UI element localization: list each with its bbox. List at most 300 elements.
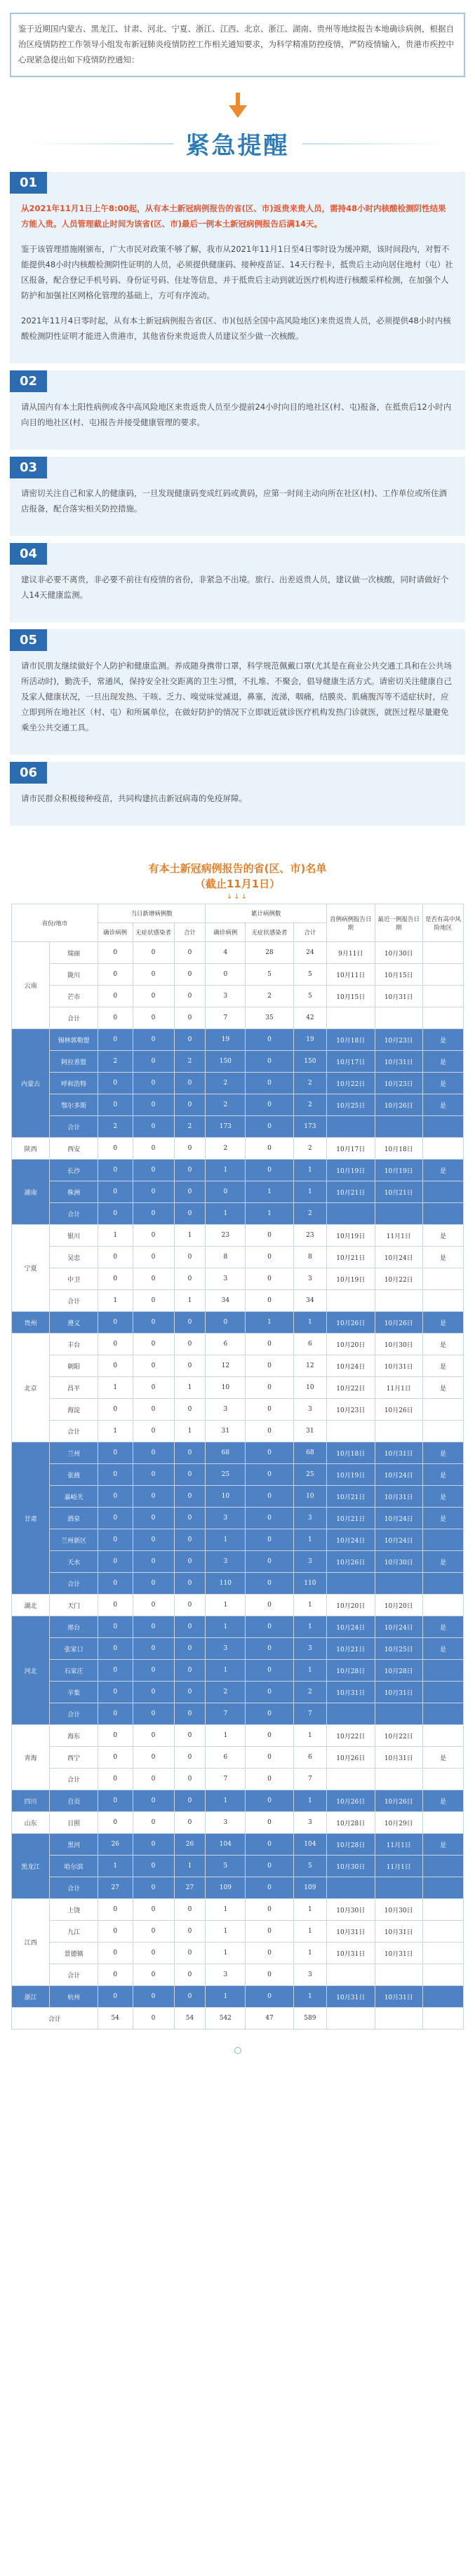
province-cell: 湖北 xyxy=(12,1595,50,1616)
cases-table xyxy=(11,904,464,2030)
first-cell: 10月26日 xyxy=(326,1312,375,1334)
table-row xyxy=(12,1812,464,1834)
count-cell: 0 xyxy=(133,1486,174,1508)
count-cell: 0 xyxy=(133,1312,174,1334)
subheader: 合计 xyxy=(174,923,206,942)
count-cell: 0 xyxy=(174,1508,206,1529)
count-cell: 0 xyxy=(174,1747,206,1769)
count-cell: 0 xyxy=(133,1551,174,1573)
footer xyxy=(0,2030,475,2072)
table-row xyxy=(12,1268,464,1290)
first-cell xyxy=(326,1703,375,1725)
city-cell: 哈尔滨 xyxy=(50,1856,98,1877)
city-cell: 黑河 xyxy=(50,1834,98,1856)
count-cell: 1 xyxy=(174,1290,206,1312)
risk-cell xyxy=(423,986,464,1007)
count-cell: 0 xyxy=(98,1769,133,1790)
count-cell: 0 xyxy=(98,1682,133,1703)
count-cell: 0 xyxy=(98,1660,133,1682)
count-cell: 1 xyxy=(98,1856,133,1877)
first-cell xyxy=(326,1007,375,1029)
risk-cell: 是 xyxy=(423,1355,464,1377)
last-cell: 10月28日 xyxy=(375,1660,423,1682)
first-cell: 10月22日 xyxy=(326,1377,375,1399)
count-cell: 0 xyxy=(98,1943,133,1964)
city-cell: 天水 xyxy=(50,1551,98,1573)
risk-cell: 是 xyxy=(423,1160,464,1181)
count-cell: 104 xyxy=(293,1834,326,1856)
last-cell: 10月30日 xyxy=(375,1551,423,1573)
count-cell: 1 xyxy=(293,1986,326,2008)
subheader: 确诊病例 xyxy=(206,923,246,942)
notice-section xyxy=(10,457,465,536)
last-cell: 10月30日 xyxy=(375,1334,423,1355)
last-cell xyxy=(375,2008,423,2030)
first-cell: 10月21日 xyxy=(326,1181,375,1203)
count-cell: 0 xyxy=(246,1660,294,1682)
count-cell: 1 xyxy=(246,1181,294,1203)
count-cell: 0 xyxy=(246,1921,294,1943)
city-cell: 合计 xyxy=(50,1877,98,1899)
count-cell: 1 xyxy=(293,1725,326,1747)
province-cell: 青海 xyxy=(12,1725,50,1790)
count-cell: 42 xyxy=(293,1007,326,1029)
count-cell: 35 xyxy=(246,1007,294,1029)
count-cell: 19 xyxy=(293,1029,326,1051)
count-cell: 2 xyxy=(174,1116,206,1138)
count-cell: 0 xyxy=(98,1007,133,1029)
table-row xyxy=(12,1595,464,1616)
count-cell: 3 xyxy=(206,1551,246,1573)
city-cell: 合计 xyxy=(50,1421,98,1442)
count-cell: 0 xyxy=(133,1508,174,1529)
count-cell: 0 xyxy=(98,1638,133,1660)
count-cell: 3 xyxy=(293,1399,326,1421)
count-cell: 0 xyxy=(246,1834,294,1856)
count-cell: 0 xyxy=(174,986,206,1007)
last-cell: 10月31日 xyxy=(375,1355,423,1377)
subheader: 无症状感染者 xyxy=(133,923,174,942)
table-row xyxy=(12,1551,464,1573)
first-cell xyxy=(326,1116,375,1138)
first-cell xyxy=(326,1421,375,1442)
first-cell: 10月26日 xyxy=(326,1790,375,1812)
first-cell: 10月23日 xyxy=(326,1399,375,1421)
count-cell: 5 xyxy=(293,1856,326,1877)
risk-cell: 是 xyxy=(423,1834,464,1856)
count-cell: 0 xyxy=(174,1399,206,1421)
count-cell: 8 xyxy=(206,1247,246,1268)
count-cell: 0 xyxy=(133,1377,174,1399)
first-cell: 10月22日 xyxy=(326,1725,375,1747)
risk-cell: 是 xyxy=(423,1073,464,1094)
count-cell: 1 xyxy=(293,1943,326,1964)
count-cell: 24 xyxy=(293,942,326,964)
count-cell: 2 xyxy=(293,1203,326,1225)
province-cell: 山东 xyxy=(12,1812,50,1834)
last-cell: 10月26日 xyxy=(375,1399,423,1421)
count-cell: 3 xyxy=(206,986,246,1007)
section-paragraph: 建议非必要不离贵，非必要不前往有疫情的省份，非紧急不出境。旅行、出差返贵人员，建议做一次核酸，同时请做好个人14天健康监测。 xyxy=(21,575,449,600)
count-cell: 173 xyxy=(293,1116,326,1138)
first-cell: 10月25日 xyxy=(326,1094,375,1116)
risk-cell xyxy=(423,1769,464,1790)
city-cell: 兰州新区 xyxy=(50,1529,98,1551)
count-cell: 5 xyxy=(206,1856,246,1877)
count-cell: 150 xyxy=(206,1051,246,1073)
count-cell: 0 xyxy=(246,1899,294,1921)
notice-section xyxy=(10,370,465,450)
province-cell: 甘肃 xyxy=(12,1442,50,1595)
count-cell: 8 xyxy=(293,1247,326,1268)
count-cell: 110 xyxy=(206,1573,246,1595)
risk-cell xyxy=(423,1943,464,1964)
footer-dot-icon xyxy=(234,2047,241,2054)
city-cell: 合计 xyxy=(50,1703,98,1725)
count-cell: 12 xyxy=(206,1355,246,1377)
section-paragraph: 请市民群众积极接种疫苗，共同构建抗击新冠病毒的免疫屏障。 xyxy=(21,793,247,803)
first-cell: 10月30日 xyxy=(326,1899,375,1921)
last-cell: 11月1日 xyxy=(375,1856,423,1877)
risk-cell xyxy=(423,1181,464,1203)
city-cell: 邢台 xyxy=(50,1616,98,1638)
count-cell: 0 xyxy=(133,1856,174,1877)
notice-section xyxy=(10,543,465,622)
first-cell: 9月11日 xyxy=(326,942,375,964)
risk-cell xyxy=(423,1399,464,1421)
first-cell: 10月28日 xyxy=(326,1834,375,1856)
count-cell: 6 xyxy=(206,1747,246,1769)
count-cell: 0 xyxy=(174,1529,206,1551)
table-row xyxy=(12,1073,464,1094)
risk-cell xyxy=(423,942,464,964)
count-cell: 0 xyxy=(174,1616,206,1638)
risk-cell xyxy=(423,1116,464,1138)
risk-cell: 是 xyxy=(423,1225,464,1247)
count-cell: 0 xyxy=(98,1595,133,1616)
count-cell: 0 xyxy=(246,1943,294,1964)
risk-cell xyxy=(423,1986,464,2008)
count-cell: 0 xyxy=(174,1442,206,1464)
count-cell: 0 xyxy=(246,1856,294,1877)
count-cell: 0 xyxy=(174,1682,206,1703)
count-cell: 0 xyxy=(98,1508,133,1529)
last-cell: 10月21日 xyxy=(375,1181,423,1203)
city-cell: 自贡 xyxy=(50,1790,98,1812)
first-cell: 10月31日 xyxy=(326,1986,375,2008)
count-cell: 0 xyxy=(98,942,133,964)
first-cell xyxy=(326,1877,375,1899)
city-cell: 辛集 xyxy=(50,1682,98,1703)
count-cell: 2 xyxy=(246,986,294,1007)
count-cell: 0 xyxy=(98,1181,133,1203)
notice-section xyxy=(10,629,465,755)
province-cell: 四川 xyxy=(12,1790,50,1812)
count-cell: 0 xyxy=(174,1203,206,1225)
count-cell: 0 xyxy=(133,1073,174,1094)
risk-cell xyxy=(423,2008,464,2030)
table-row xyxy=(12,1203,464,1225)
count-cell: 0 xyxy=(133,1899,174,1921)
table-row xyxy=(12,1790,464,1812)
count-cell: 0 xyxy=(206,1312,246,1334)
first-cell: 10月21日 xyxy=(326,1247,375,1268)
section-paragraph: 从2021年11月1日上午8:00起，从有本土新冠病例报告的省(区、市)返贵来贵人员，需持48小时内核酸检测阴性结果方能入贵。人员管理截止时间为该省(区、市)最后一例本土新冠病例报告后满14天。 xyxy=(21,203,446,229)
count-cell: 0 xyxy=(174,942,206,964)
table-row xyxy=(12,1377,464,1399)
risk-cell xyxy=(423,1964,464,1986)
count-cell: 26 xyxy=(174,1834,206,1856)
last-cell: 10月20日 xyxy=(375,1595,423,1616)
header-group-cumulative: 累计病例数 xyxy=(206,904,327,923)
count-cell: 0 xyxy=(98,1268,133,1290)
count-cell: 54 xyxy=(98,2008,133,2030)
count-cell: 1 xyxy=(98,1421,133,1442)
count-cell: 1 xyxy=(293,1595,326,1616)
count-cell: 0 xyxy=(98,1160,133,1181)
main-title-bar xyxy=(28,126,447,161)
risk-cell xyxy=(423,1703,464,1725)
count-cell: 0 xyxy=(206,1181,246,1203)
count-cell: 1 xyxy=(206,1986,246,2008)
count-cell: 0 xyxy=(133,1094,174,1116)
table-row xyxy=(12,964,464,986)
table-row xyxy=(12,1007,464,1029)
risk-cell xyxy=(423,1138,464,1160)
risk-cell: 是 xyxy=(423,1747,464,1769)
last-cell: 10月30日 xyxy=(375,1899,423,1921)
count-cell: 0 xyxy=(174,1007,206,1029)
table-row xyxy=(12,1464,464,1486)
risk-cell xyxy=(423,964,464,986)
count-cell: 0 xyxy=(174,1464,206,1486)
count-cell: 0 xyxy=(98,1029,133,1051)
last-cell: 10月24日 xyxy=(375,1508,423,1529)
count-cell: 10 xyxy=(293,1377,326,1399)
count-cell: 0 xyxy=(246,1464,294,1486)
count-cell: 0 xyxy=(98,1073,133,1094)
count-cell: 27 xyxy=(174,1877,206,1899)
province-cell: 云南 xyxy=(12,942,50,1029)
table-row xyxy=(12,1986,464,2008)
city-cell: 酒泉 xyxy=(50,1508,98,1529)
table-row xyxy=(12,1747,464,1769)
count-cell: 28 xyxy=(246,942,294,964)
count-cell: 0 xyxy=(246,1290,294,1312)
city-cell: 景德镇 xyxy=(50,1943,98,1964)
last-cell: 10月31日 xyxy=(375,1442,423,1464)
section-number-badge: 01 xyxy=(10,172,47,194)
city-cell: 瑞丽 xyxy=(50,942,98,964)
count-cell: 1 xyxy=(293,1660,326,1682)
down-arrow-icon xyxy=(0,93,475,119)
section-number-badge: 02 xyxy=(10,370,47,392)
count-cell: 1 xyxy=(174,1377,206,1399)
risk-cell: 是 xyxy=(423,1442,464,1464)
first-cell: 10月18日 xyxy=(326,1029,375,1051)
count-cell: 6 xyxy=(293,1747,326,1769)
city-cell: 中卫 xyxy=(50,1268,98,1290)
count-cell: 0 xyxy=(98,1334,133,1355)
count-cell: 0 xyxy=(246,1964,294,1986)
last-cell: 11月1日 xyxy=(375,1377,423,1399)
last-cell: 10月24日 xyxy=(375,1247,423,1268)
last-cell xyxy=(375,1769,423,1790)
count-cell: 5 xyxy=(293,964,326,986)
count-cell: 0 xyxy=(174,1638,206,1660)
count-cell: 0 xyxy=(98,1247,133,1268)
last-cell xyxy=(375,1421,423,1442)
count-cell: 0 xyxy=(133,1660,174,1682)
count-cell: 0 xyxy=(174,1486,206,1508)
section-number-badge: 06 xyxy=(10,762,47,784)
section-number-badge: 03 xyxy=(10,457,47,478)
city-cell: 陇川 xyxy=(50,964,98,986)
count-cell: 3 xyxy=(206,1964,246,1986)
count-cell: 0 xyxy=(174,1181,206,1203)
last-cell: 10月23日 xyxy=(375,1029,423,1051)
count-cell: 26 xyxy=(98,1834,133,1856)
city-cell: 上饶 xyxy=(50,1899,98,1921)
count-cell: 0 xyxy=(246,1094,294,1116)
count-cell: 0 xyxy=(246,1399,294,1421)
count-cell: 0 xyxy=(98,1312,133,1334)
first-cell xyxy=(326,1573,375,1595)
table-row xyxy=(12,1442,464,1464)
section-paragraph: 请从国内有本土阳性病例或各中高风险地区来贵返贵人员至少提前24小时向目的地社区(村、屯)报备，在抵贵后12小时内向目的地社区(村、屯)报告并接受健康管理的要求。 xyxy=(21,402,452,427)
last-cell: 10月26日 xyxy=(375,1790,423,1812)
count-cell: 2 xyxy=(206,1682,246,1703)
count-cell: 1 xyxy=(206,1921,246,1943)
count-cell: 0 xyxy=(98,1551,133,1573)
count-cell: 0 xyxy=(98,1921,133,1943)
count-cell: 0 xyxy=(246,1812,294,1834)
count-cell: 104 xyxy=(206,1834,246,1856)
count-cell: 0 xyxy=(246,1268,294,1290)
count-cell: 0 xyxy=(98,964,133,986)
header-high-risk: 是否有高中风险地区 xyxy=(423,904,464,942)
count-cell: 6 xyxy=(293,1334,326,1355)
count-cell: 10 xyxy=(206,1486,246,1508)
count-cell: 7 xyxy=(293,1769,326,1790)
count-cell: 0 xyxy=(98,1464,133,1486)
count-cell: 0 xyxy=(98,1747,133,1769)
first-cell: 10月28日 xyxy=(326,1812,375,1834)
first-cell: 10月20日 xyxy=(326,1595,375,1616)
risk-cell xyxy=(423,1007,464,1029)
count-cell: 1 xyxy=(206,1660,246,1682)
city-cell: 合计 xyxy=(50,1007,98,1029)
first-cell xyxy=(326,1290,375,1312)
count-cell: 0 xyxy=(174,1160,206,1181)
risk-cell xyxy=(423,1921,464,1943)
risk-cell: 是 xyxy=(423,1051,464,1073)
city-cell: 海东 xyxy=(50,1725,98,1747)
first-cell: 10月31日 xyxy=(326,1682,375,1703)
notice-section xyxy=(10,762,465,826)
last-cell xyxy=(375,1703,423,1725)
count-cell: 0 xyxy=(246,1790,294,1812)
count-cell: 0 xyxy=(133,1334,174,1355)
table-row xyxy=(12,1486,464,1508)
city-cell: 长沙 xyxy=(50,1160,98,1181)
count-cell: 3 xyxy=(293,1812,326,1834)
table-row xyxy=(12,1051,464,1073)
first-cell: 10月26日 xyxy=(326,1551,375,1573)
count-cell: 0 xyxy=(174,1964,206,1986)
city-cell: 杭州 xyxy=(50,1986,98,2008)
table-row xyxy=(12,1638,464,1660)
count-cell: 0 xyxy=(246,1703,294,1725)
count-cell: 2 xyxy=(293,1094,326,1116)
table-row xyxy=(12,1116,464,1138)
count-cell: 7 xyxy=(293,1703,326,1725)
count-cell: 0 xyxy=(246,1725,294,1747)
risk-cell: 是 xyxy=(423,1029,464,1051)
count-cell: 23 xyxy=(206,1225,246,1247)
table-row xyxy=(12,1573,464,1595)
risk-cell xyxy=(423,1203,464,1225)
last-cell: 10月23日 xyxy=(375,1073,423,1094)
count-cell: 0 xyxy=(98,986,133,1007)
count-cell: 1 xyxy=(174,1856,206,1877)
risk-cell xyxy=(423,1290,464,1312)
table-row xyxy=(12,1355,464,1377)
count-cell: 2 xyxy=(206,1094,246,1116)
count-cell: 34 xyxy=(206,1290,246,1312)
city-cell: 锡林郭勒盟 xyxy=(50,1029,98,1051)
count-cell: 7 xyxy=(206,1007,246,1029)
risk-cell: 是 xyxy=(423,1638,464,1660)
last-cell: 10月30日 xyxy=(375,942,423,964)
count-cell: 0 xyxy=(98,1355,133,1377)
count-cell: 0 xyxy=(98,1573,133,1595)
header-first-date: 首例病例报告日期 xyxy=(326,904,375,942)
last-cell: 10月31日 xyxy=(375,1486,423,1508)
count-cell: 0 xyxy=(133,1790,174,1812)
first-cell: 10月21日 xyxy=(326,1638,375,1660)
city-cell: 昌平 xyxy=(50,1377,98,1399)
count-cell: 47 xyxy=(246,2008,294,2030)
risk-cell: 是 xyxy=(423,1486,464,1508)
count-cell: 0 xyxy=(133,1247,174,1268)
count-cell: 1 xyxy=(246,1203,294,1225)
last-cell: 10月31日 xyxy=(375,1986,423,2008)
first-cell: 10月19日 xyxy=(326,1464,375,1486)
last-cell: 10月31日 xyxy=(375,1051,423,1073)
count-cell: 0 xyxy=(133,1290,174,1312)
city-cell: 鄂尔多斯 xyxy=(50,1094,98,1116)
city-cell: 阿拉善盟 xyxy=(50,1051,98,1073)
count-cell: 5 xyxy=(246,964,294,986)
count-cell: 0 xyxy=(133,1160,174,1181)
count-cell: 3 xyxy=(206,1812,246,1834)
count-cell: 3 xyxy=(293,1638,326,1660)
count-cell: 27 xyxy=(98,1877,133,1899)
table-row xyxy=(12,1160,464,1181)
count-cell: 0 xyxy=(246,1225,294,1247)
count-cell: 2 xyxy=(98,1116,133,1138)
table-row xyxy=(12,1399,464,1421)
count-cell: 1 xyxy=(174,1421,206,1442)
last-cell: 10月29日 xyxy=(375,1812,423,1834)
first-cell: 10月19日 xyxy=(326,1225,375,1247)
count-cell: 1 xyxy=(293,1529,326,1551)
last-cell: 10月31日 xyxy=(375,986,423,1007)
last-cell: 10月24日 xyxy=(375,1464,423,1486)
city-cell: 合计 xyxy=(50,1573,98,1595)
count-cell: 0 xyxy=(133,1203,174,1225)
